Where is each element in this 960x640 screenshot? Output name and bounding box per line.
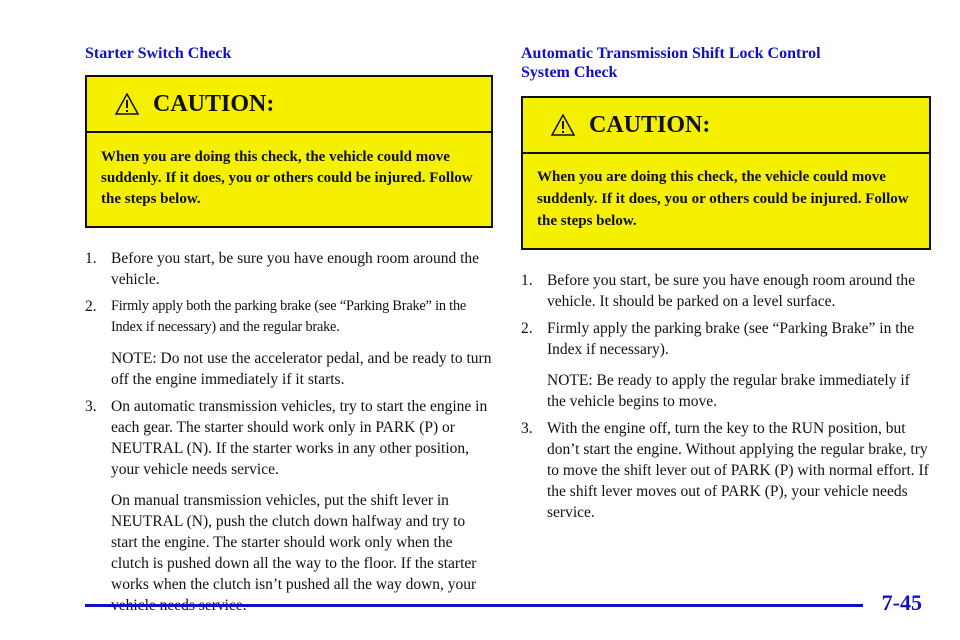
caution-title: CAUTION: [153, 90, 275, 117]
step-number: 3. [85, 398, 97, 415]
step-text: Before you start, be sure you have enough room around the vehicle. [111, 250, 480, 288]
warning-triangle-icon [551, 114, 575, 136]
steps-list [521, 270, 931, 523]
step-note: NOTE: Be ready to apply the regular brake immediately if the vehicle begins to move. [547, 372, 910, 410]
caution-header [523, 98, 929, 154]
step-text: Firmly apply the parking brake (see “Parking Brake” in the Index if necessary). [547, 320, 915, 358]
step-text: Firmly apply both the parking brake (see “Parking Brake” in the Index if necessary) and the regular brake. [111, 298, 467, 335]
step-number: 1. [521, 272, 533, 289]
caution-title: CAUTION: [589, 111, 711, 138]
list-item [85, 396, 493, 616]
section-title-starter-switch: Starter Switch Check [85, 45, 232, 62]
step-text: With the engine off, turn the key to the RUN position, but don’t start the engine. Without applying the regular brake, try to move the shift lever out of PARK (P) with normal effort. If the shift lever moves out of PARK (P), your vehicle needs service. [547, 420, 929, 521]
title-line: Automatic Transmission Shift Lock Control [521, 45, 821, 62]
step-number: 1. [85, 250, 97, 267]
warning-triangle-icon [115, 93, 139, 115]
step-number: 3. [521, 420, 533, 437]
title-line: System Check [521, 64, 618, 81]
caution-box [521, 96, 931, 250]
right-column [521, 0, 931, 529]
list-item [85, 248, 493, 290]
footer-divider [85, 604, 863, 607]
page-number: 7-45 [881, 590, 922, 615]
step-text: On automatic transmission vehicles, try to start the engine in each gear. The starter should work only in PARK (P) or NEUTRAL (N). If the starter works in any other position, your vehicle needs service. [111, 398, 488, 478]
caution-box [85, 75, 493, 228]
step-note: NOTE: Do not use the accelerator pedal, and be ready to turn off the engine immediately if it starts. [111, 350, 492, 388]
step-note: On manual transmission vehicles, put the shift lever in NEUTRAL (N), push the clutch down halfway and try to start the engine. The starter should work only when the clutch is pushed down all the way to the floor. If the starter works when the clutch isn’t pushed all the way down, your [111, 492, 477, 593]
caution-text: When you are doing this check, the vehicle could move suddenly. If it does, you or others could be injured. Follow the steps below. [523, 154, 929, 248]
left-column [85, 0, 493, 622]
list-item [521, 270, 931, 312]
list-item [521, 418, 931, 523]
step-number: 2. [85, 298, 97, 315]
caution-header [87, 77, 491, 133]
list-item [521, 318, 931, 412]
caution-text: When you are doing this check, the vehicle could move suddenly. If it does, you or others could be injured. Follow the steps below. [87, 133, 491, 226]
steps-list [85, 248, 493, 616]
section-title-shift-lock [521, 44, 931, 82]
list-item [85, 296, 493, 390]
step-number: 2. [521, 320, 533, 337]
step-text: Before you start, be sure you have enough room around the vehicle. It should be parked on a level surface. [547, 272, 916, 310]
